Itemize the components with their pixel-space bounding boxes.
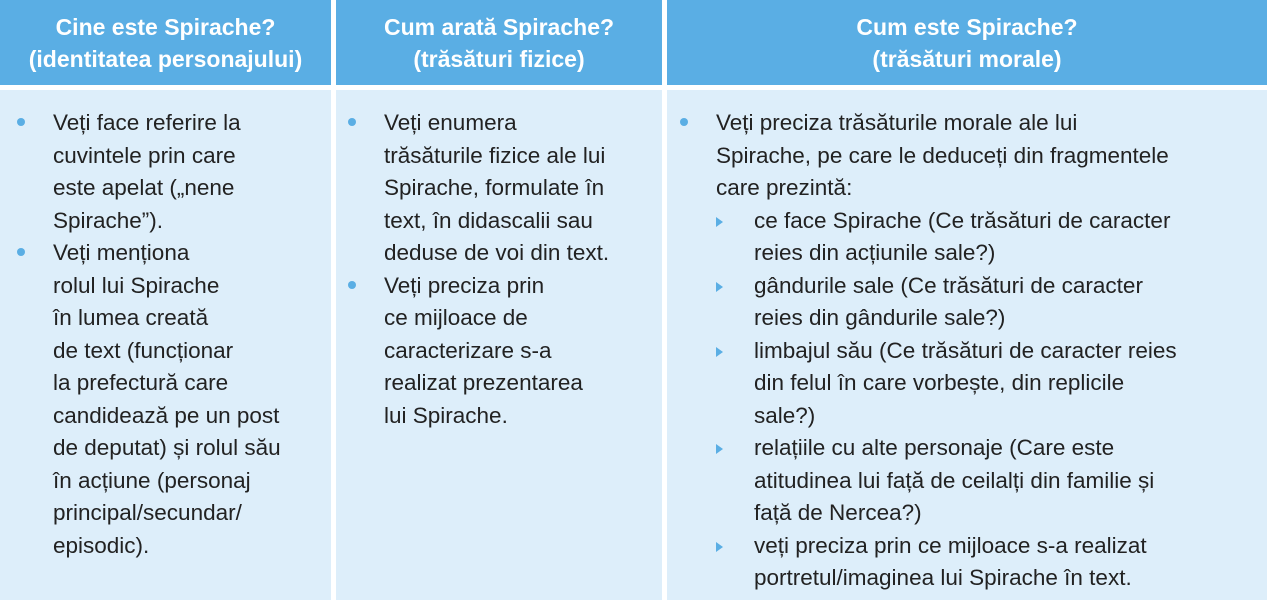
text-line: principal/secundar/ xyxy=(53,500,242,525)
text-line: la prefectură care xyxy=(53,370,229,395)
text-line: ce mijloace de xyxy=(384,305,528,330)
text-line: Veți preciza prin xyxy=(384,272,545,298)
list-item xyxy=(53,107,281,237)
column-header xyxy=(336,0,662,85)
bullet-list xyxy=(53,107,281,562)
text-line: gândurile sale (Ce trăsături de caracter xyxy=(754,272,1143,298)
text-line: Veți face referire la xyxy=(53,110,241,135)
bullet-list xyxy=(384,107,609,432)
column-header xyxy=(0,0,331,85)
text-line: atitudinea lui față de ceilalți din familie și xyxy=(754,467,1155,493)
text-line: caracterizare s-a xyxy=(384,337,552,363)
column-body xyxy=(0,90,331,600)
text-line: de text (funcționar xyxy=(53,337,234,363)
text-line: veți preciza prin ce mijloace s-a realizat xyxy=(754,532,1147,558)
triangle-bullet-icon xyxy=(716,217,723,227)
header-line: Cum arată Spirache? xyxy=(383,13,615,40)
text-line: sale?) xyxy=(754,402,816,428)
text-line: limbajul său (Ce trăsături de caracter reies xyxy=(754,337,1177,363)
column-body xyxy=(667,90,1267,600)
header-line: (trăsături fizice) xyxy=(413,45,585,72)
triangle-bullet-icon xyxy=(716,282,723,292)
text-line: Veți preciza trăsăturile morale ale lui xyxy=(716,110,1078,135)
header-line: (identitatea personajului) xyxy=(28,45,303,72)
text-line: realizat prezentarea xyxy=(384,370,583,395)
bullet-dot-icon xyxy=(348,281,356,289)
bullet-dot-icon xyxy=(17,118,25,126)
text-line: relațiile cu alte personaje (Care este xyxy=(754,435,1115,460)
bullet-dot-icon xyxy=(680,118,688,126)
bullet-dot-icon xyxy=(17,248,25,256)
triangle-bullet-icon xyxy=(716,542,723,552)
bullet-dot-icon xyxy=(348,118,356,126)
text-line: Spirache”). xyxy=(53,207,164,233)
sub-list-item xyxy=(716,432,1177,530)
text-line: în acțiune (personaj xyxy=(53,467,251,493)
triangle-bullet-icon xyxy=(716,444,723,454)
text-line: candidează pe un post xyxy=(53,402,280,428)
column-body xyxy=(336,90,662,600)
text-line: portretul/imaginea lui Spirache în text. xyxy=(754,565,1132,590)
text-line: față de Nercea?) xyxy=(754,500,922,525)
header-line: Cum este Spirache? xyxy=(856,13,1078,40)
text-line: ce face Spirache (Ce trăsături de caracter xyxy=(754,207,1171,233)
column-physical-traits xyxy=(336,0,662,600)
sub-list xyxy=(716,205,1177,595)
text-line: reies din acțiunile sale?) xyxy=(754,240,996,265)
text-line: în lumea creată xyxy=(53,305,209,330)
list-item xyxy=(716,107,1177,595)
text-line: este apelat („nene xyxy=(53,175,235,200)
text-line: Veți menționa xyxy=(53,240,190,265)
list-item xyxy=(384,107,609,270)
text-line: deduse de voi din text. xyxy=(384,240,610,265)
list-item xyxy=(53,237,281,562)
text-line: din felul în care vorbește, din replicile xyxy=(754,370,1125,395)
list-item xyxy=(384,270,609,433)
triangle-bullet-icon xyxy=(716,347,723,357)
text-line: rolul lui Spirache xyxy=(53,272,220,298)
column-identity xyxy=(0,0,331,600)
text-line: de deputat) și rolul său xyxy=(53,435,281,460)
bullet-list xyxy=(716,107,1177,595)
sub-list-item xyxy=(716,205,1177,270)
text-line: Spirache, pe care le deduceți din fragmentele xyxy=(716,142,1169,168)
header-line: (trăsături morale) xyxy=(872,45,1062,72)
text-line: text, în didascalii sau xyxy=(384,207,593,233)
text-line: cuvintele prin care xyxy=(53,142,236,168)
column-header xyxy=(667,0,1267,85)
text-line: care prezintă: xyxy=(716,175,853,200)
column-moral-traits xyxy=(667,0,1267,600)
text-line: reies din gândurile sale?) xyxy=(754,305,1006,330)
text-line: lui Spirache. xyxy=(384,402,508,428)
text-line: episodic). xyxy=(53,532,150,558)
sub-list-item xyxy=(716,335,1177,433)
text-line: Spirache, formulate în xyxy=(384,175,605,200)
text-line: trăsăturile fizice ale lui xyxy=(384,142,606,168)
sub-list-item xyxy=(716,270,1177,335)
sub-list-item xyxy=(716,530,1177,595)
header-line: Cine este Spirache? xyxy=(55,13,276,40)
text-line: Veți enumera xyxy=(384,110,517,135)
